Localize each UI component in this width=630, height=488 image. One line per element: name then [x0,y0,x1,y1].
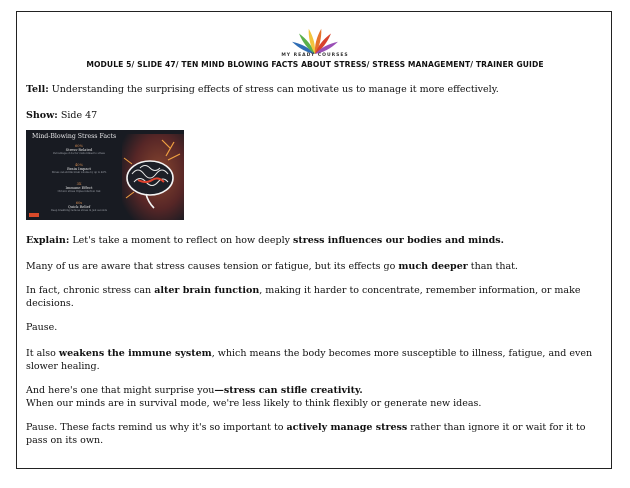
bold-run: actively manage stress [286,422,408,433]
text-run: When our minds are in survival mode, we're less likely to think flexibly or generate new ideas. [26,398,482,409]
stat-value: 60% [75,144,83,148]
text-run: , which means the body becomes more susceptible to illness, fatigue, and even slower healing. [26,348,593,372]
explain-text: Let's take a moment to reflect on how deeply [69,235,294,246]
stat-label: Quick Relief [67,205,91,210]
explain-label: Explain: [26,235,70,246]
bold-run: —stress can stifle creativity. [214,385,363,396]
text-run: than that. [467,261,518,272]
slide-stat [36,144,122,157]
stat-value: 40% [75,163,83,167]
stat-sub: Chronic stress triples infection risk [57,190,101,194]
paragraph-deeper [26,260,598,273]
text-run: It also [26,348,59,359]
paragraph-brain [26,284,598,310]
stat-sub: Stress can shrink brain volume by up to 40% [51,171,107,175]
slide-stat [36,163,122,176]
stat-label: Immune Effect [65,186,93,191]
slide-stat [36,182,122,195]
text-run: And here's one that might surprise you [26,385,215,396]
show-text: Side 47 [57,110,98,121]
tell-text: Understanding the surprising effects of stress can motivate us to manage it more effectively. [48,84,499,95]
text-run: rather than ignore it or wait for it to pass on its own. [26,422,586,446]
stat-label: Brain Impact [67,167,91,172]
tell-label: Tell: [26,84,49,95]
stat-sub: Percentage of doctor visits linked to stress [53,152,105,156]
paragraph-pause: Pause. [26,322,58,333]
paragraph-creativity [26,384,598,410]
explain-bold: stress influences our bodies and minds. [293,235,504,246]
show-label: Show: [26,110,58,121]
stat-sub: Deep breathing reduces stress in just seconds [51,209,107,213]
show-paragraph [26,109,598,122]
explain-paragraph [26,234,598,247]
slide-thumbnail [26,130,184,220]
paragraph-immune [26,347,598,373]
paragraph-manage [26,421,598,447]
tell-paragraph [26,83,598,96]
stat-value: 3X [76,182,82,186]
stat-value: 60s [75,201,83,205]
slide-title: Mind-Blowing Stress Facts [32,133,117,140]
page-header: MODULE 5/ SLIDE 47/ TEN MIND BLOWING FACTS ABOUT STRESS/ STRESS MANAGEMENT/ TRAINER GUIDE [86,60,544,69]
stat-label: Stress-Related [65,148,93,153]
bold-run: alter brain function [154,285,260,296]
slide-stat [36,201,122,214]
slide-logo-mark [29,213,39,217]
bold-run: weakens the immune system [58,348,212,359]
logo-text: MY READY COURSES [281,53,349,58]
text-run: Pause. These facts remind us why it's so important to [26,422,287,433]
text-run: In fact, chronic stress can [26,285,155,296]
text-run: , making it harder to concentrate, remember information, or make decisions. [26,285,581,309]
bold-run: much deeper [398,261,468,272]
brain-illustration [122,134,184,220]
text-run: Many of us are aware that stress causes tension or fatigue, but its effects go [26,261,399,272]
